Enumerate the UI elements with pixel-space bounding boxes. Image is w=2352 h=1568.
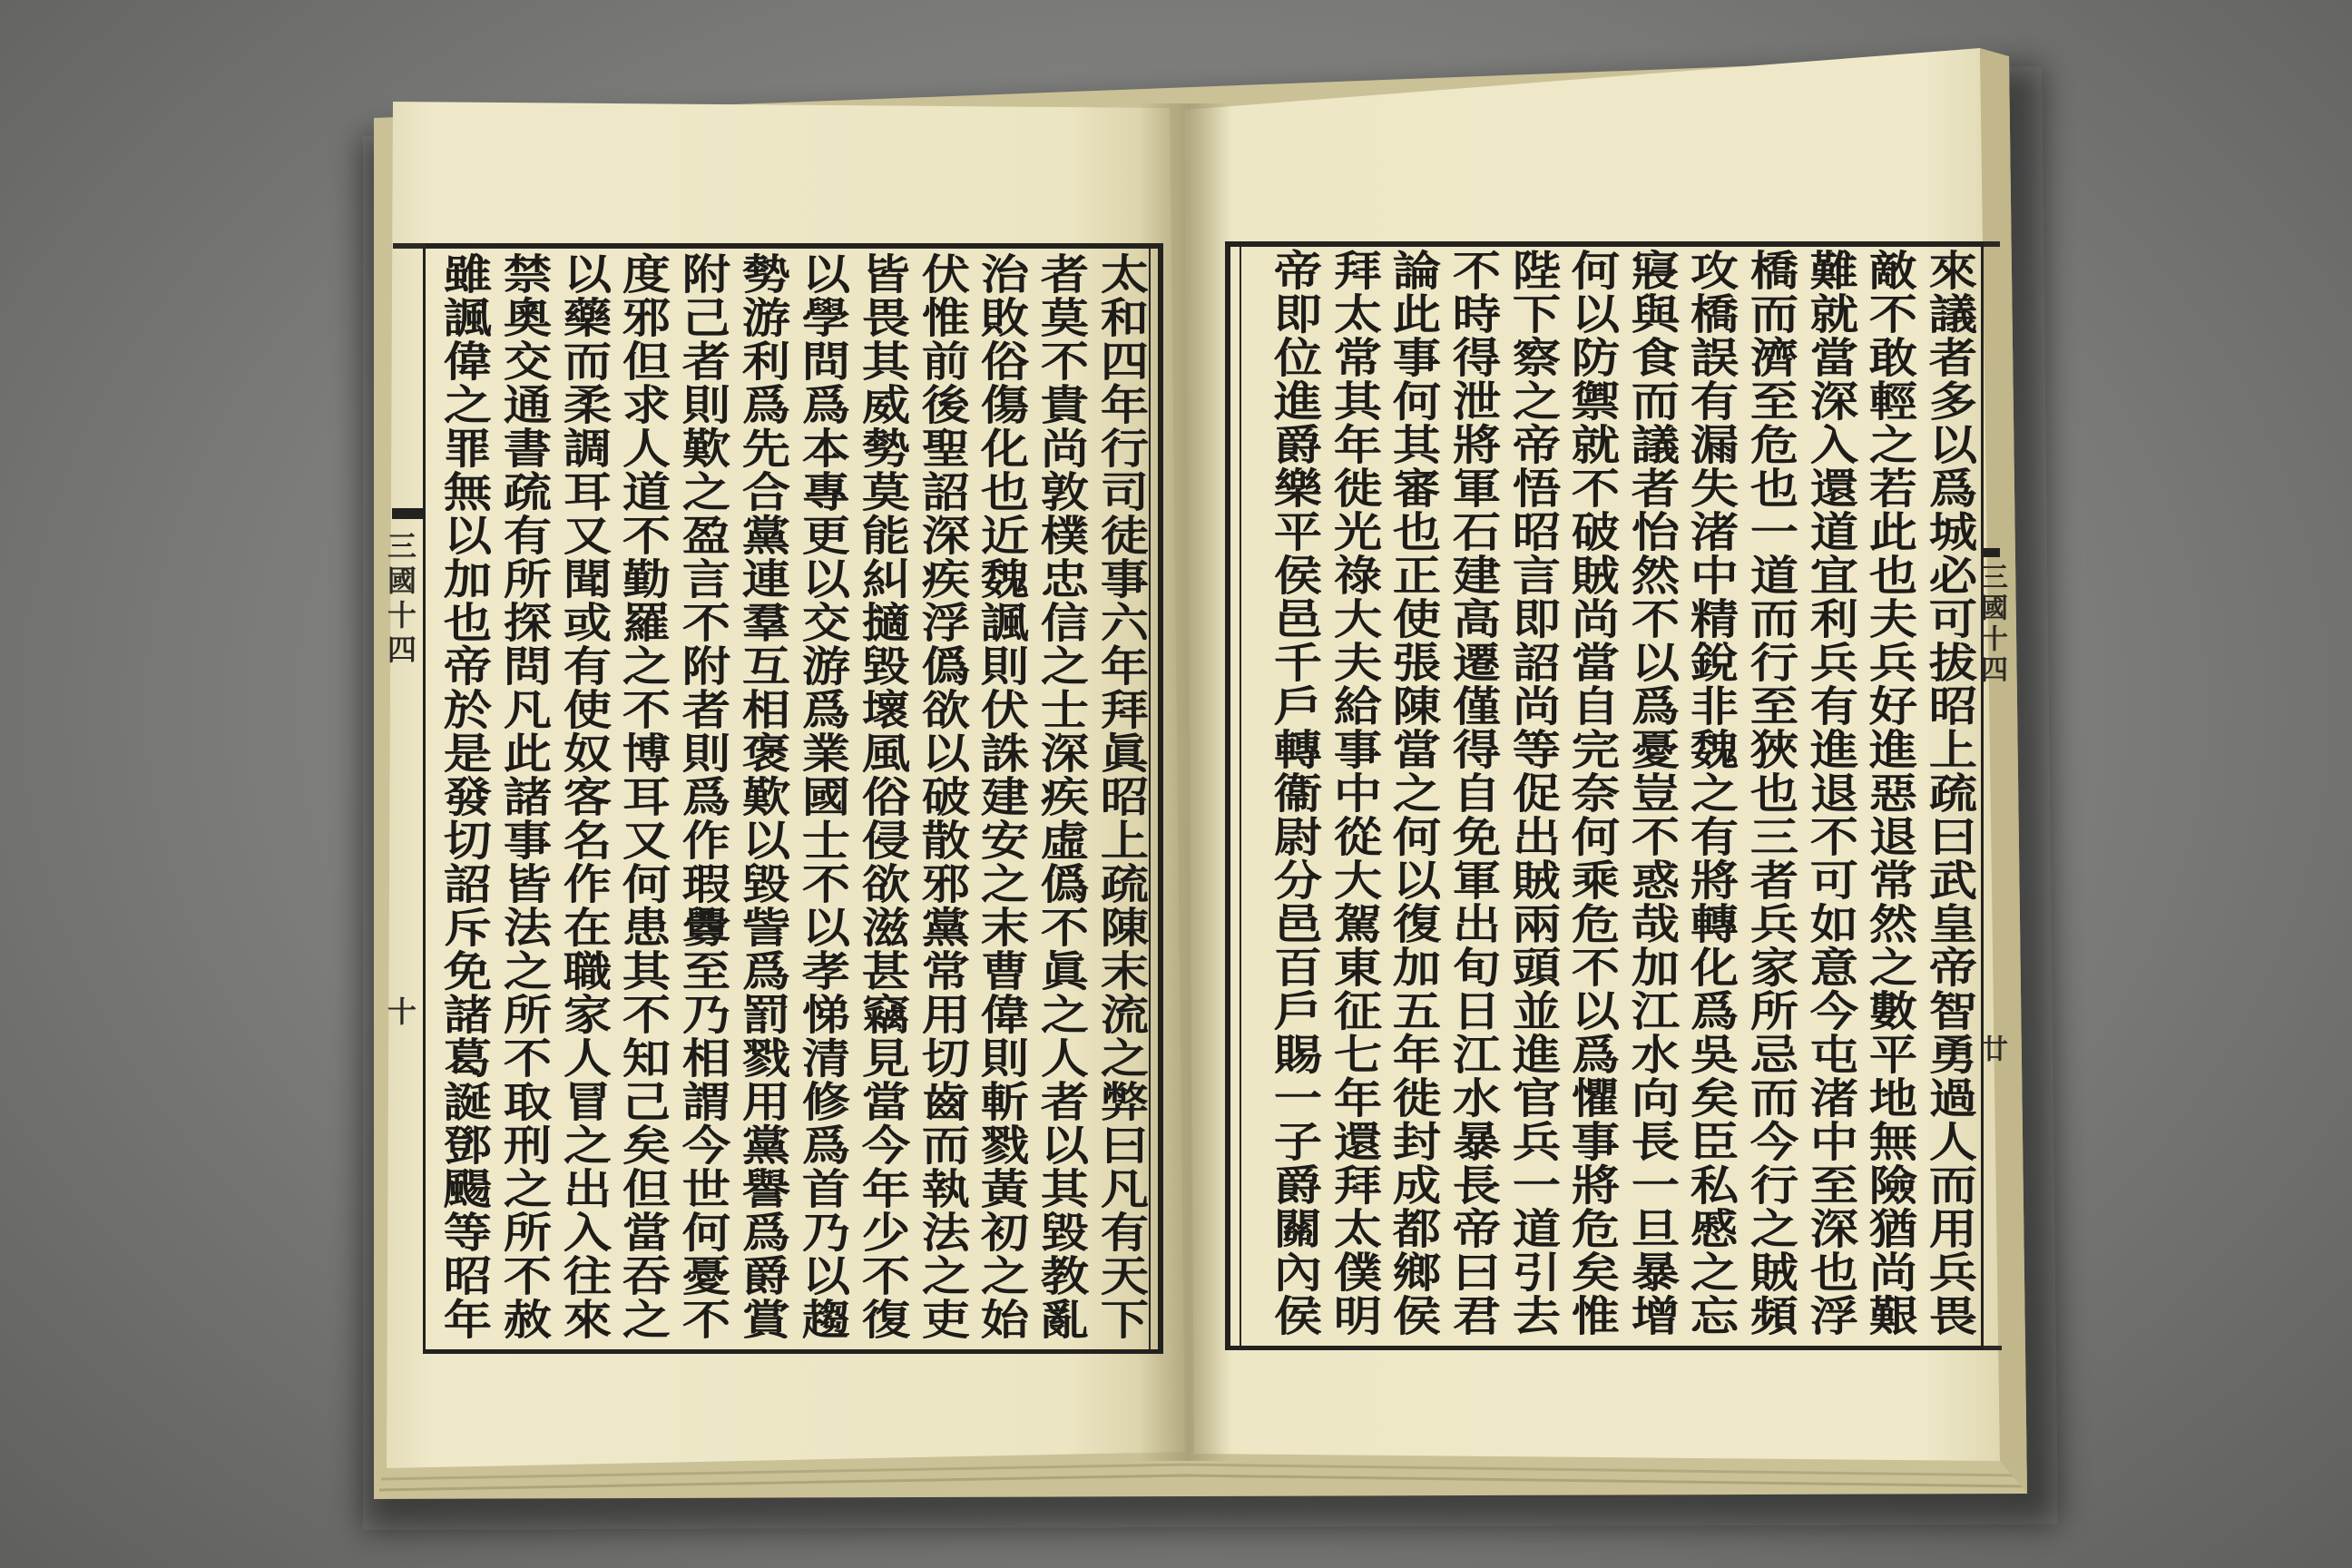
right-page-inner-rule — [1240, 247, 1241, 1346]
text-column: 橋而濟至危也一道而行至狹也三者兵家所忌而今行之賊頻 — [1742, 249, 1800, 1338]
text-column: 治敗俗傷化也近魏諷則伏誅建安之末曹偉則斬戮黃初之始 — [973, 252, 1031, 1341]
text-column: 攻橋誤有漏失渚中精銳非魏之有將轉化爲吳矣臣私慼之忘 — [1683, 249, 1740, 1338]
text-column: 勢游利爲先合黨連羣互相褒歎以毀訾爲罰戮用黨譽爲爵賞 — [734, 252, 792, 1341]
text-column: 難就當深入還道宜利兵有進退不可如意今屯渚中至深也浮 — [1802, 249, 1859, 1338]
right-page-text — [1266, 249, 1979, 1338]
left-margin-title: 三國十四 — [383, 531, 417, 669]
text-column: 不時得泄將軍石建高遷僅得自免軍出旬日江水暴長帝曰君 — [1445, 249, 1503, 1338]
text-column: 以學問爲本專更以交游爲業國士不以孝悌清修爲首乃以趨 — [794, 252, 852, 1341]
text-column: 皆畏其威勢莫能糾擿毀壞風俗侵欲滋甚竊見當今年少不復 — [854, 252, 912, 1341]
right-fish-tail-mark — [1984, 548, 2000, 557]
text-column: 太和四年行司徒事六年拜眞昭上疏陳末流之弊曰凡有天下 — [1093, 252, 1151, 1341]
text-column: 寢與食而議者怡然不以爲憂豈不惑哉加江水向長一旦暴增 — [1623, 249, 1681, 1338]
text-column: 以藥而柔調耳又聞或有使奴客名作在職家人冒之出入往來 — [555, 252, 612, 1341]
left-fish-tail-mark — [392, 508, 423, 519]
text-column: 拜太常其年徙光祿大夫給事中從大駕東征七年還拜太僕明 — [1326, 249, 1383, 1338]
text-column: 者莫不貴尚敦樸忠信之士深疾虛僞不眞之人者以其毀教亂 — [1033, 252, 1091, 1341]
text-column: 附己者則歎之盈言不附者則爲作瑕釁至乃相謂今世何憂不 — [674, 252, 732, 1341]
text-column: 雖諷偉之罪無以加也帝於是發切詔斥免諸葛誕鄧颺等昭年 — [436, 252, 494, 1341]
text-column: 禁奧交通書疏有所探問凡此諸事皆法之所不取刑之所不赦 — [495, 252, 554, 1341]
right-margin-leaf-number: 廿 — [1975, 1034, 2007, 1062]
text-column: 帝即位進爵樂平侯邑千戶轉衞尉分邑百戶賜一子爵關內侯 — [1266, 249, 1324, 1338]
left-margin-leaf-number: 十 — [383, 996, 417, 1025]
text-column: 伏惟前後聖詔深疾浮僞欲以破散邪黨常用切齒而執法之吏 — [914, 252, 971, 1341]
text-column: 來議者多以爲城必可拔昭上疏曰武皇帝智勇過人而用兵畏 — [1921, 249, 1979, 1338]
right-margin-top-rule — [1984, 241, 2000, 247]
text-column: 敵不敢輕之若此也夫兵好進惡退常然之數平地無險猶尚艱 — [1861, 249, 1919, 1338]
left-page-text — [436, 252, 1151, 1341]
text-column: 何以防禦就不破賊尚當自完奈何乘危不以爲懼事將危矣惟 — [1563, 249, 1622, 1338]
text-column: 陛下察之帝悟昭言即詔尚等促出賊兩頭並進官兵一道引去 — [1504, 249, 1562, 1338]
text-column: 度邪但求人道不勤羅之不博耳又何患其不知己矣但當吞之 — [615, 252, 672, 1341]
right-margin-bottom-rule — [1984, 1346, 2002, 1350]
right-margin-title: 三國十四 — [1975, 563, 2007, 686]
text-column: 論此事何其審也正使張陳當之何以復加五年徙封成都鄉侯 — [1385, 249, 1443, 1338]
left-margin-top-rule — [393, 243, 426, 249]
